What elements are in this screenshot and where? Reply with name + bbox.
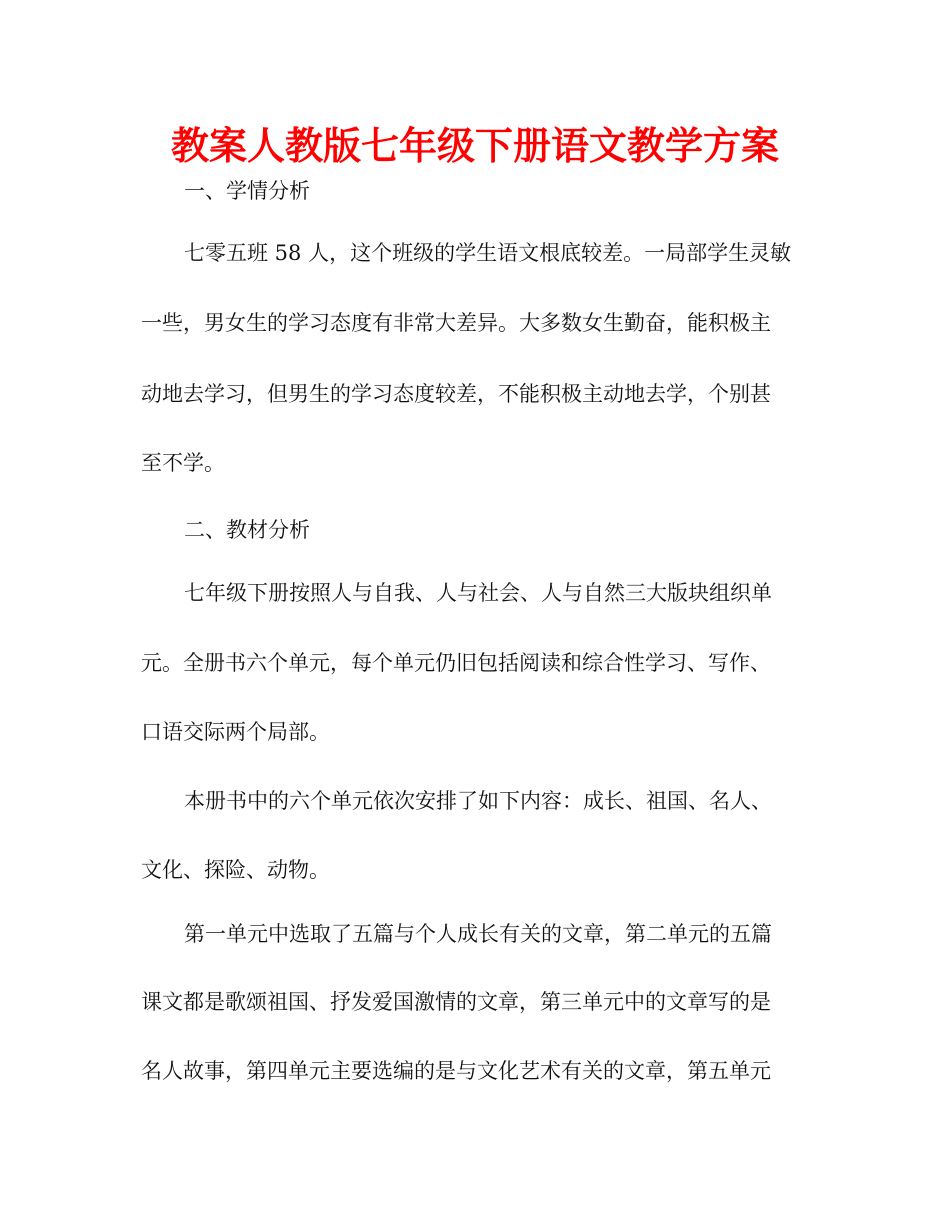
paragraph-line: 七零五班 58 人，这个班级的学生语文根底较差。一局部学生灵敏: [184, 241, 792, 265]
paragraph-line: 元。全册书六个单元，每个单元仍旧包括阅读和综合性学习、写作、: [141, 651, 771, 675]
section-heading-1: 一、学情分析: [184, 179, 310, 203]
paragraph-line: 七年级下册按照人与自我、人与社会、人与自然三大版块组织单: [184, 581, 772, 605]
paragraph-line: 文化、探险、动物。: [141, 858, 330, 882]
document-title: 教案人教版七年级下册语文教学方案: [170, 124, 779, 168]
paragraph-line: 名人故事，第四单元主要选编的是与文化艺术有关的文章，第五单元: [141, 1059, 771, 1083]
paragraph-line: 本册书中的六个单元依次安排了如下内容：成长、祖国、名人、: [184, 789, 772, 813]
paragraph-line: 至不学。: [141, 451, 225, 475]
paragraph-line: 口语交际两个局部。: [141, 720, 330, 744]
paragraph-line: 第一单元中选取了五篇与个人成长有关的文章，第二单元的五篇: [184, 922, 772, 946]
paragraph-line: 动地去学习，但男生的学习态度较差，不能积极主动地去学，个别甚: [141, 382, 771, 406]
paragraph-line: 课文都是歌颂祖国、抒发爱国激情的文章，第三单元中的文章写的是: [141, 990, 771, 1014]
section-heading-2: 二、教材分析: [184, 518, 310, 542]
paragraph-line: 一些，男女生的学习态度有非常大差异。大多数女生勤奋，能积极主: [141, 311, 771, 335]
